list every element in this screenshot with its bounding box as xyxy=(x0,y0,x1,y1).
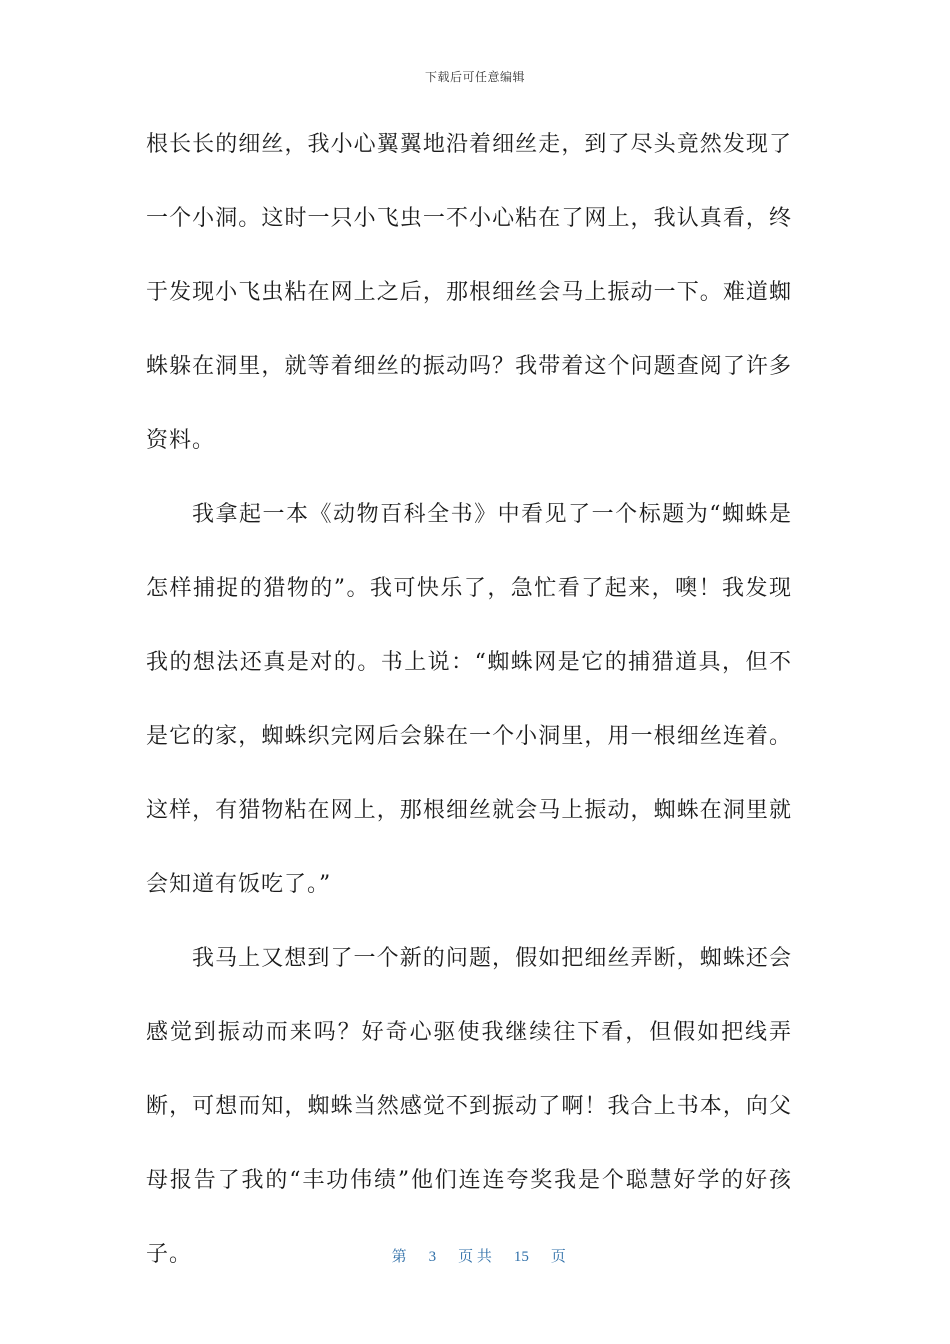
page-header xyxy=(0,68,950,85)
paragraph-1: 根长长的细丝，我小心翼翼地沿着细丝走，到了尽头竟然发现了一个小洞。这时一只小飞虫一不小心粘在了网上，我认真看，终于发现小飞虫粘在网上之后，那根细丝会马上振动一下。难道蜘蛛躲在洞里，就等着细丝的振动吗？我带着这个问题查阅了许多资料。 xyxy=(146,132,792,453)
page-footer xyxy=(0,1228,950,1266)
document-body xyxy=(146,108,792,1292)
total-pages-number: 15 xyxy=(513,1249,529,1265)
page-middle-label: 页 共 xyxy=(458,1249,492,1265)
current-page-number: 3 xyxy=(428,1249,437,1265)
page-prefix: 第 xyxy=(391,1249,407,1265)
paragraph-3: 我马上又想到了一个新的问题，假如把细丝弄断，蜘蛛还会感觉到振动而来吗？好奇心驱使我继续往下看，但假如把线弄断，可想而知，蜘蛛当然感觉不到振动了啊！我合上书本，向父母报告了我的“丰功伟绩”他们连连夸奖我是个聪慧好学的好孩子。 xyxy=(146,946,792,1267)
header-text: 下载后可任意编辑 xyxy=(424,70,525,84)
page-suffix: 页 xyxy=(550,1249,566,1265)
paragraph-2: 我拿起一本《动物百科全书》中看见了一个标题为“蜘蛛是怎样捕捉的猎物的”。我可快乐了，急忙看了起来，噢！我发现我的想法还真是对的。书上说：“蜘蛛网是它的捕猎道具，但不是它的家，蜘蛛织完网后会躲在一个小洞里，用一根细丝连着。这样，有猎物粘在网上，那根细丝就会马上振动，蜘蛛在洞里就会知道有饭吃了。” xyxy=(146,502,792,897)
